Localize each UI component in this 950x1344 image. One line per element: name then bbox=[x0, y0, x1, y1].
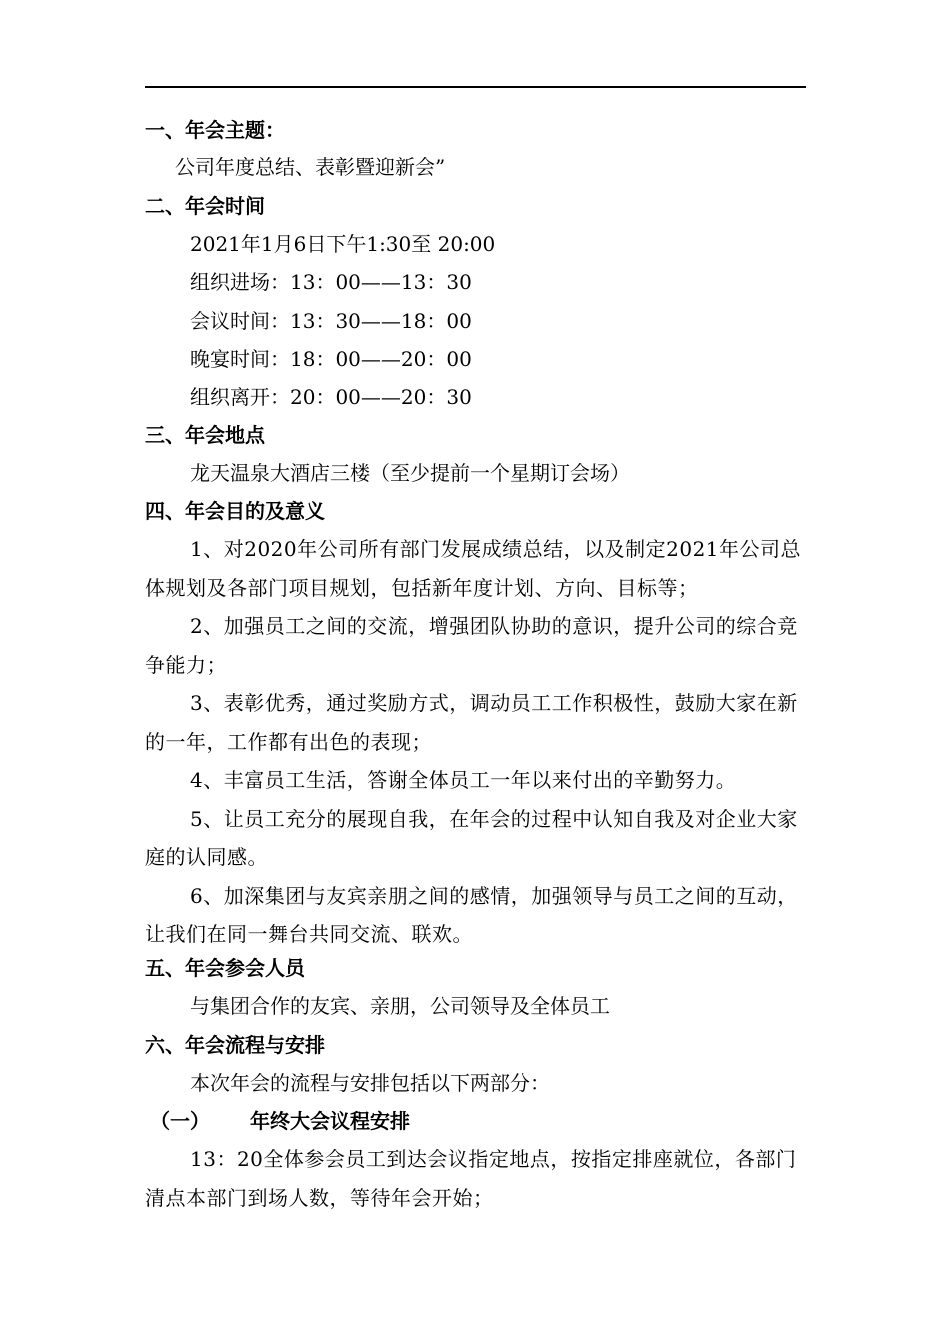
section-1-heading: 一、年会主题： bbox=[145, 118, 285, 142]
header-rule bbox=[145, 86, 806, 88]
agenda-item-1: 13：20全体参会员工到达会议指定地点，按指定排座就位，各部门清点本部门到场人数，等待年会开始； bbox=[145, 1147, 797, 1210]
time-line-leave: 组织离开：20：00——20：30 bbox=[190, 385, 472, 409]
purpose-item-2: 2、加强员工之间的交流，增强团队协助的意识，提升公司的综合竞争能力； bbox=[145, 614, 798, 677]
purpose-item-5: 5、让员工充分的展现自我，在年会的过程中认知自我及对企业大家庭的认同感。 bbox=[145, 806, 798, 869]
purpose-list bbox=[145, 530, 810, 954]
section-3-body: 龙天温泉大酒店三楼（至少提前一个星期订会场） bbox=[190, 461, 630, 485]
section-2-heading: 二、年会时间 bbox=[145, 194, 265, 218]
section-5-heading: 五、年会参会人员 bbox=[145, 956, 305, 980]
time-line-entry: 组织进场：13：00——13：30 bbox=[190, 270, 472, 294]
section-5-body: 与集团合作的友宾、亲朋，公司领导及全体员工 bbox=[190, 994, 610, 1018]
purpose-item-6: 6、加深集团与友宾亲朋之间的感情，加强领导与员工之间的互动，让我们在同一舞台共同交流、联欢。 bbox=[145, 883, 798, 946]
time-line-meeting: 会议时间：13：30——18：00 bbox=[190, 309, 472, 333]
subsection-1-heading bbox=[150, 1108, 410, 1134]
purpose-item-4: 4、丰富员工生活，答谢全体员工一年以来付出的辛勤努力。 bbox=[190, 768, 737, 792]
section-6-body: 本次年会的流程与安排包括以下两部分： bbox=[190, 1071, 550, 1095]
time-line-date: 2021年1月6日下午1:30至 20:00 bbox=[190, 232, 496, 256]
agenda-text bbox=[145, 1140, 810, 1217]
section-4-heading: 四、年会目的及意义 bbox=[145, 499, 325, 523]
subsection-title: 年终大会议程安排 bbox=[250, 1109, 410, 1133]
purpose-item-3: 3、表彰优秀，通过奖励方式，调动员工工作积极性，鼓励大家在新的一年，工作都有出色的表现； bbox=[145, 691, 798, 754]
section-3-heading: 三、年会地点 bbox=[145, 423, 265, 447]
section-6-heading: 六、年会流程与安排 bbox=[145, 1033, 325, 1057]
time-line-dinner: 晚宴时间：18：00——20：00 bbox=[190, 347, 472, 371]
section-1-body: 公司年度总结、表彰暨迎新会” bbox=[175, 155, 446, 179]
subsection-number: （一） bbox=[150, 1109, 210, 1133]
purpose-item-1: 1、对2020年公司所有部门发展成绩总结，以及制定2021年公司总体规划及各部门项目规划，包括新年度计划、方向、目标等； bbox=[145, 537, 802, 600]
